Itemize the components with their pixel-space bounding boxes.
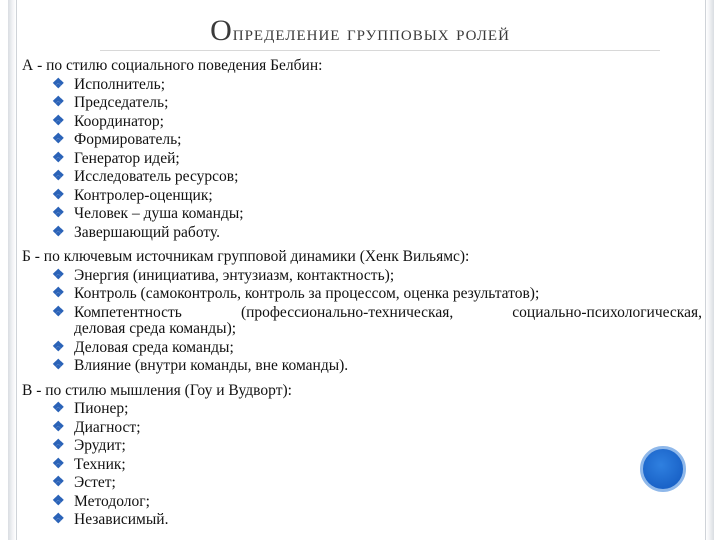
section-b-heading: Б - по ключевым источникам групповой динамики (Хенк Вильямс): xyxy=(22,248,470,265)
title-divider xyxy=(100,50,660,51)
list-item: ❖ Формирователь; xyxy=(52,131,182,148)
bullet-icon: ❖ xyxy=(52,358,65,373)
list-item: ❖ Генератор идей; xyxy=(52,149,180,167)
list-item: ❖ Председатель; xyxy=(52,94,169,111)
bullet-icon: ❖ xyxy=(52,206,65,221)
list-item: ❖ Эрудит; xyxy=(52,437,126,454)
competence-line: Компетентность (профессионально-техническая, социально-психологическая, xyxy=(74,303,702,321)
list-item: ❖ Энергия (инициатива, энтузиазм, контактность); xyxy=(52,266,395,284)
list-item: ❖ Исполнитель; xyxy=(52,75,166,93)
list-item: ❖ Завершающий работу. xyxy=(52,223,221,241)
bullet-icon: ❖ xyxy=(52,456,65,472)
section-c-list xyxy=(22,400,702,530)
bullet-icon: ❖ xyxy=(52,95,65,110)
bullet-icon: ❖ xyxy=(52,267,65,283)
list-item: ❖ Эстет; xyxy=(52,474,116,491)
list-item: ❖ Человек – душа команды; xyxy=(52,205,244,222)
section-c xyxy=(22,382,702,530)
section-b xyxy=(22,248,702,376)
list-item: ❖ Пионер; xyxy=(52,400,129,417)
list-item: ❖ Диагност; xyxy=(52,418,141,436)
list-item: ❖ Техник; xyxy=(52,455,126,473)
bullet-icon: ❖ xyxy=(52,512,65,527)
section-b-list xyxy=(22,267,702,376)
bullet-icon: ❖ xyxy=(52,113,65,129)
bullet-icon: ❖ xyxy=(52,187,65,203)
section-c-heading: В - по стилю мышления (Гоу и Вудворт): xyxy=(22,381,292,399)
list-item: ❖ Исследователь ресурсов; xyxy=(52,168,239,185)
bullet-icon: ❖ xyxy=(52,438,65,453)
bullet-icon: ❖ xyxy=(52,224,65,240)
list-item: ❖ Координатор; xyxy=(52,112,164,130)
bullet-icon: ❖ xyxy=(52,401,65,416)
list-item: ❖ Независимый. xyxy=(52,511,169,528)
section-a xyxy=(22,57,702,242)
bullet-icon: ❖ xyxy=(52,304,65,320)
bullet-icon: ❖ xyxy=(52,286,65,301)
right-border-decoration xyxy=(705,0,714,540)
list-item: ❖ Методолог; xyxy=(52,492,150,510)
bullet-icon: ❖ xyxy=(52,169,65,184)
bullet-icon: ❖ xyxy=(52,493,65,509)
left-border-decoration xyxy=(8,0,17,540)
bullet-icon: ❖ xyxy=(52,419,65,435)
list-item: ❖ Контролер-оценщик; xyxy=(52,186,213,204)
bullet-icon: ❖ xyxy=(52,132,65,147)
list-item: ❖ Деловая среда команды; xyxy=(52,338,234,356)
section-a-list xyxy=(22,76,702,243)
section-a-heading: А - по стилю социального поведения Белбин: xyxy=(22,57,323,74)
bullet-icon: ❖ xyxy=(52,339,65,355)
bullet-icon: ❖ xyxy=(52,76,65,92)
list-item: ❖ Влияние (внутри команды, вне команды). xyxy=(52,357,349,374)
bullet-icon: ❖ xyxy=(52,475,65,490)
list-item: ❖ Компетентность (профессионально-техническая, социально-психологическая, деловая среда команды); xyxy=(52,303,702,337)
blue-circle-decoration xyxy=(640,446,686,492)
slide-title: Определение групповых ролей xyxy=(210,14,510,47)
bullet-icon: ❖ xyxy=(52,150,65,166)
list-item: ❖ Контроль (самоконтроль, контроль за процессом, оценка результатов); xyxy=(52,285,540,302)
slide-content xyxy=(22,57,702,530)
